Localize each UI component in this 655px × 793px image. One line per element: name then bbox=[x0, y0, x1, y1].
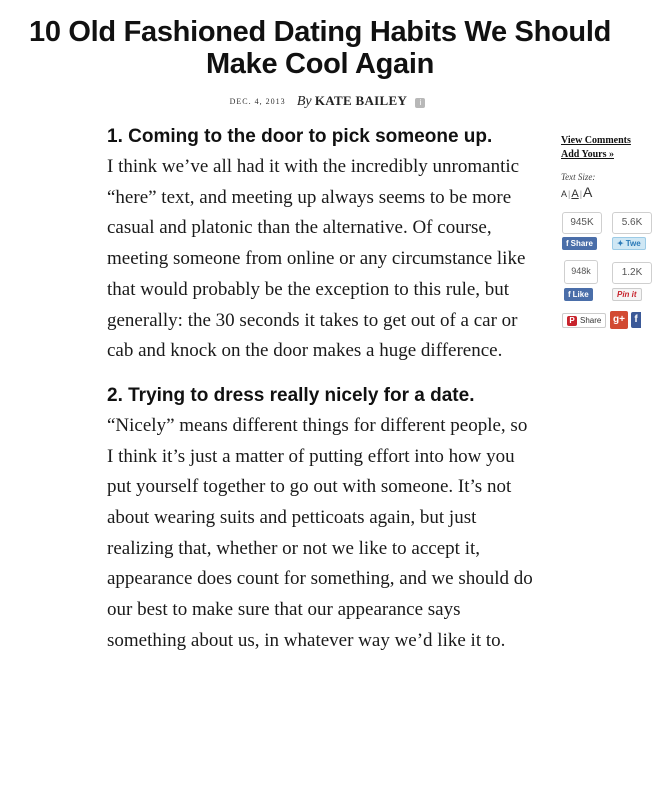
section-heading: 1. Coming to the door to pick someone up. bbox=[107, 126, 493, 147]
text-size-medium-button[interactable]: A bbox=[571, 188, 579, 200]
pinterest-share-button[interactable]: P Share bbox=[562, 313, 606, 328]
author-name[interactable]: KATE BAILEY bbox=[314, 93, 408, 108]
twitter-bird-icon: ✦ bbox=[617, 239, 624, 248]
byline-by: By bbox=[296, 94, 312, 109]
facebook-share-count: 945K bbox=[562, 212, 602, 234]
publish-date: DEC. 4, 2013 bbox=[229, 97, 286, 106]
facebook-share-button[interactable]: f Share bbox=[562, 237, 597, 250]
add-comment-link[interactable]: Add Yours » bbox=[561, 149, 614, 160]
google-plus-button[interactable]: g+ bbox=[610, 311, 628, 329]
view-comments-link[interactable]: View Comments bbox=[561, 135, 631, 146]
article-body bbox=[107, 124, 537, 657]
divider: | bbox=[579, 189, 583, 199]
text-size-small-button[interactable]: A bbox=[561, 189, 568, 199]
text-size-large-button[interactable]: A bbox=[583, 184, 593, 200]
text-size-controls bbox=[561, 184, 651, 202]
facebook-icon: f bbox=[568, 290, 571, 299]
sidebar bbox=[561, 134, 651, 202]
article-section bbox=[107, 383, 537, 657]
facebook-icon: f bbox=[566, 239, 569, 248]
section-paragraph: “Nicely” means different things for different people, so I think it’s just a matter of putting effort into how you put yourself together to go out with someone. It’s not about wearing suits and petticoats again, but just realizing that, whether or not we like to accept it, appearance does count for something, and we should do our best to make sure that our appearance says something about us, in whatever way we’d like it to. bbox=[107, 414, 533, 651]
twitter-tweet-button[interactable]: ✦ Twe bbox=[612, 237, 646, 250]
twitter-count: 5.6K bbox=[612, 212, 652, 234]
article-title: 10 Old Fashioned Dating Habits We Should Make Cool Again bbox=[28, 16, 612, 80]
pinterest-pin-button[interactable]: Pin it bbox=[612, 288, 642, 301]
divider: | bbox=[568, 189, 571, 199]
facebook-like-count: 948k bbox=[564, 260, 598, 284]
article-section bbox=[107, 124, 537, 367]
info-icon[interactable]: i bbox=[415, 98, 425, 108]
text-size-label: Text Size: bbox=[561, 172, 596, 182]
pinterest-icon: P bbox=[567, 316, 577, 326]
pinterest-count: 1.2K bbox=[612, 262, 652, 284]
section-paragraph: I think we’ve all had it with the incredibly unromantic “here” text, and meeting up always seems to be more casual and platonic than the alternative. Of course, meeting someone from online or any circumstance like that would probably be the exception to this rule, but generally: the 30 seconds it takes to get out of a car or cab and knock on the door makes a huge difference. bbox=[107, 156, 526, 362]
facebook-square-icon[interactable]: f bbox=[631, 312, 641, 328]
section-heading: 2. Trying to dress really nicely for a date. bbox=[107, 384, 475, 406]
byline bbox=[0, 93, 655, 110]
facebook-like-button[interactable]: f Like bbox=[564, 288, 593, 301]
